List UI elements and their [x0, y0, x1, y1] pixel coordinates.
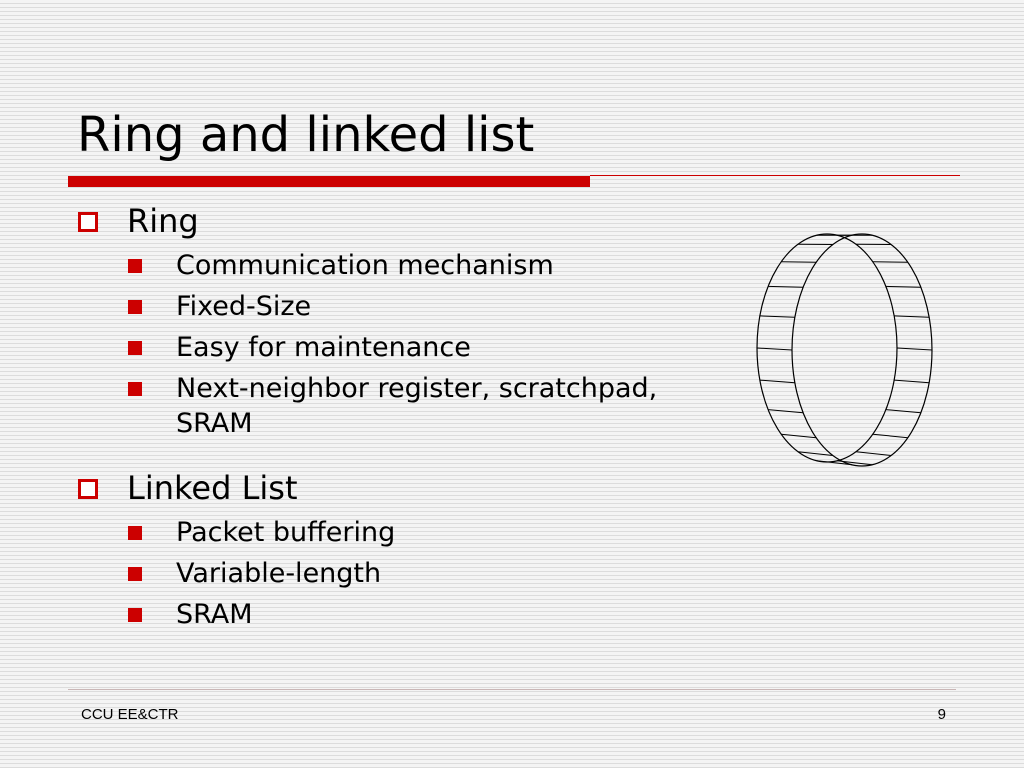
ring-slot-divider — [856, 452, 891, 456]
title-underline-thin — [590, 175, 960, 176]
filled-square-icon — [128, 382, 142, 396]
filled-square-icon — [128, 259, 142, 273]
list-item-text: Easy for maintenance — [176, 332, 471, 363]
list-item — [128, 371, 768, 441]
section-heading-linked-list — [78, 467, 768, 509]
ring-slot-divider — [894, 316, 929, 317]
ring-slot-divider — [768, 286, 803, 287]
ring-slot-divider — [760, 316, 795, 317]
section-ring — [78, 200, 768, 441]
ring-slot-divider — [873, 434, 908, 438]
ring-slot-divider — [873, 262, 908, 263]
footer-org: CCU EE&CTR — [81, 706, 179, 723]
ring-slot-divider — [897, 348, 932, 350]
list-item — [128, 597, 768, 632]
filled-square-icon — [128, 300, 142, 314]
ring-slot-divider — [886, 286, 921, 287]
list-item-text: Fixed-Size — [176, 291, 312, 322]
footer-rule — [68, 689, 956, 690]
ring-slot-divider — [886, 410, 921, 413]
hollow-square-icon — [78, 479, 98, 499]
filled-square-icon — [128, 526, 142, 540]
list-item — [128, 515, 768, 550]
ring-slot-divider — [837, 461, 872, 465]
ring-slot-divider — [781, 434, 816, 438]
list-item — [128, 556, 768, 591]
section-heading-label: Ring — [127, 202, 199, 240]
ring-bullet-list — [78, 248, 768, 441]
ring-buffer-icon — [752, 228, 952, 478]
slide-title: Ring and linked list — [77, 107, 535, 163]
ring-slot-divider — [894, 380, 929, 383]
title-underline — [68, 176, 590, 187]
page-number: 9 — [937, 706, 946, 723]
hollow-square-icon — [78, 212, 98, 232]
section-heading-label: Linked List — [127, 469, 298, 507]
section-linked-list — [78, 467, 768, 632]
list-item — [128, 330, 768, 365]
section-heading-ring — [78, 200, 768, 242]
list-item-text: Next-neighbor register, scratchpad, SRAM — [176, 373, 658, 439]
linked-list-bullet-list — [78, 515, 768, 632]
list-item — [128, 248, 768, 283]
ring-slot-divider — [768, 410, 803, 413]
ring-slot-divider — [760, 380, 795, 383]
list-item-text: Packet buffering — [176, 517, 396, 548]
filled-square-icon — [128, 567, 142, 581]
filled-square-icon — [128, 608, 142, 622]
list-item — [128, 289, 768, 324]
ring-slot-divider — [781, 262, 816, 263]
slide-body — [78, 200, 768, 658]
list-item-text: Communication mechanism — [176, 250, 554, 281]
list-item-text: SRAM — [176, 599, 253, 630]
filled-square-icon — [128, 341, 142, 355]
ring-slot-divider — [757, 348, 792, 350]
list-item-text: Variable-length — [176, 558, 382, 589]
